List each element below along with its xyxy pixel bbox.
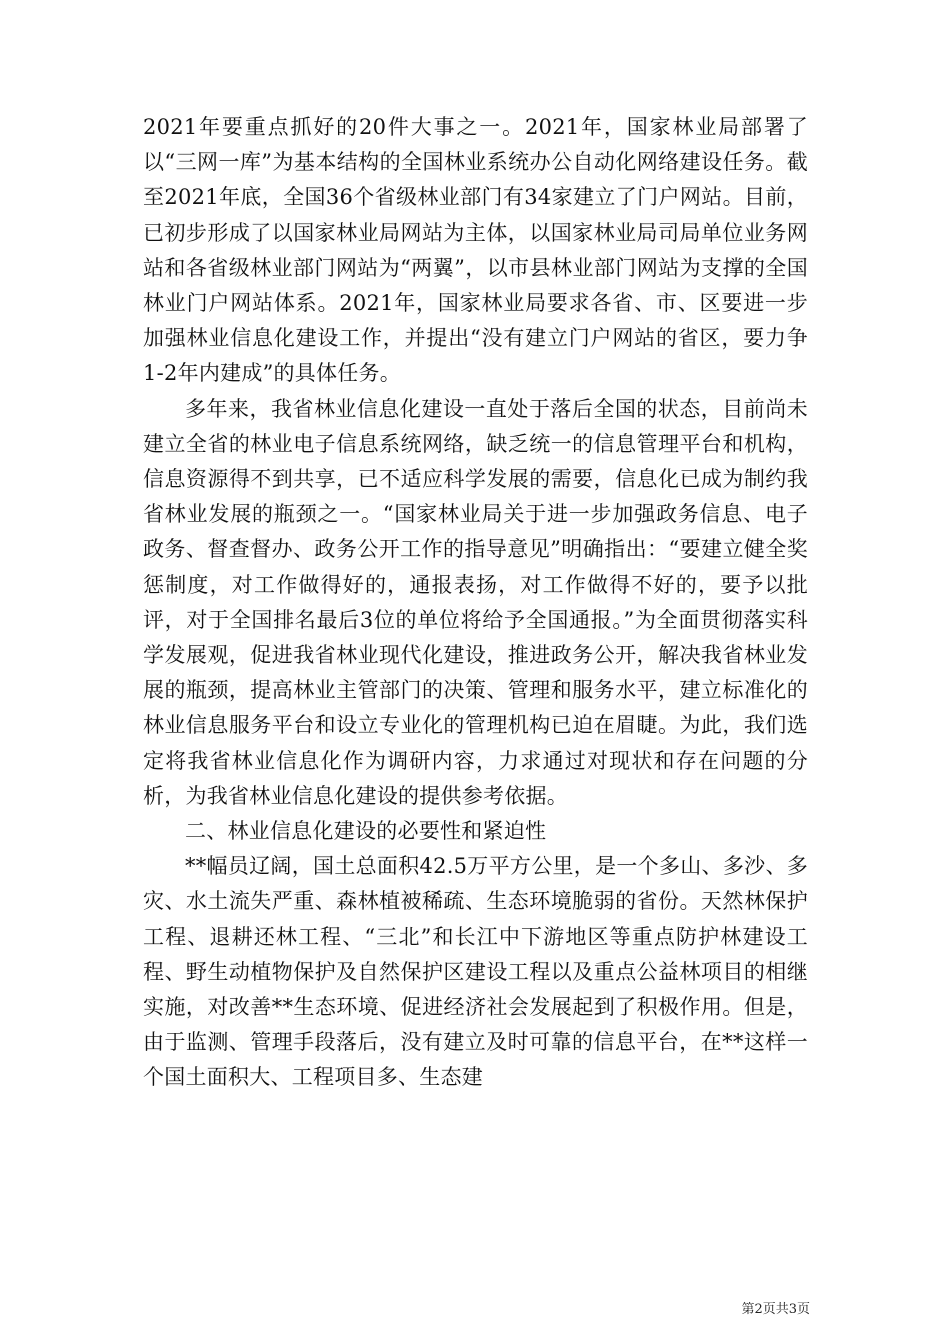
paragraph-current-status: 多年来，我省林业信息化建设一直处于落后全国的状态，目前尚未建立全省的林业电子信息系统网络，缺乏统一的信息管理平台和机构，信息资源得不到共享，已不适应科学发展的需要，信息化已成为制约我省林业发展的瓶颈之一。“国家林业局关于进一步加强政务信息、电子政务、督查督办、政务公开工作的指导意见”明确指出：“要建立健全奖惩制度，对工作做得好的，通报表扬，对工作做得不好的，要予以批评，对于全国排名最后3位的单位将给予全国通报。”为全面贯彻落实科学发展观，促进我省林业现代化建设，推进政务公开，解决我省林业发展的瓶颈，提高林业主管部门的决策、管理和服务水平，建立标准化的林业信息服务平台和设立专业化的管理机构已迫在眉睫。为此，我们选定将我省林业信息化作为调研内容，力求通过对现状和存在问题的分析，为我省林业信息化建设的提供参考依据。 xyxy=(143,396,808,808)
paragraph-continued-intro: 2021年要重点抓好的20件大事之一。2021年，国家林业局部署了以“三网一库”为基本结构的全国林业系统办公自动化网络建设任务。截至2021年底，全国36个省级林业部门有34家建立了门户网站。目前，已初步形成了以国家林业局网站为主体，以国家林业局司局单位业务网站和各省级林业部门网站为“两翼”，以市县林业部门网站为支撑的全国林业门户网站体系。2021年，国家林业局要求各省、市、区要进一步加强林业信息化建设工作，并提出“没有建立门户网站的省区，要力争1-2年内建成”的具体任务。 xyxy=(143,115,808,386)
paragraph-necessity: **幅员辽阔，国土总面积42.5万平方公里，是一个多山、多沙、多灾、水土流失严重、森林植被稀疏、生态环境脆弱的省份。天然林保护工程、退耕还林工程、“三北”和长江中下游地区等重点防护林建设工程、野生动植物保护及自然保护区建设工程以及重点公益林项目的相继实施，对改善**生态环境、促进经济社会发展起到了积极作用。但是，由于监测、管理手段落后，没有建立及时可靠的信息平台，在**这样一个国土面积大、工程项目多、生态建 xyxy=(143,854,808,1090)
document-body xyxy=(143,110,808,1096)
section-heading: 二、林业信息化建设的必要性和紧迫性 xyxy=(185,819,547,844)
page-number: 第2页共3页 xyxy=(741,1302,810,1317)
